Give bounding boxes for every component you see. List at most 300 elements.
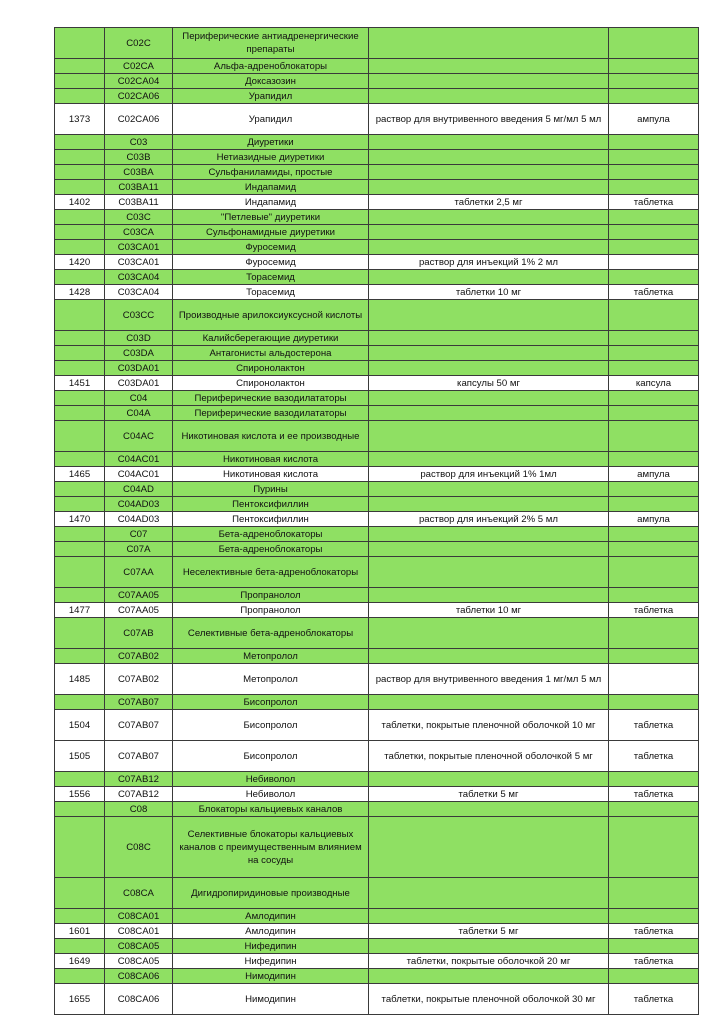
- dosage-form-cell: [369, 225, 609, 240]
- group-row: [55, 74, 699, 89]
- group-row: [55, 300, 699, 331]
- unit-cell: [609, 482, 699, 497]
- drug-name-cell: Метопролол: [173, 664, 369, 695]
- registry-number-cell: [55, 817, 105, 878]
- dosage-form-cell: [369, 270, 609, 285]
- dosage-form-cell: таблетки 2,5 мг: [369, 195, 609, 210]
- unit-cell: [609, 300, 699, 331]
- registry-number-cell: [55, 878, 105, 909]
- atc-code-cell: C03CC: [105, 300, 173, 331]
- atc-code-cell: C08CA05: [105, 939, 173, 954]
- dosage-form-cell: [369, 135, 609, 150]
- dosage-form-cell: [369, 557, 609, 588]
- atc-code-cell: C03CA01: [105, 255, 173, 270]
- dosage-form-cell: [369, 406, 609, 421]
- dosage-form-cell: [369, 240, 609, 255]
- group-row: [55, 89, 699, 104]
- drug-row: [55, 664, 699, 695]
- drug-name-cell: "Петлевые" диуретики: [173, 210, 369, 225]
- unit-cell: [609, 802, 699, 817]
- atc-code-cell: C08CA01: [105, 909, 173, 924]
- registry-number-cell: 1649: [55, 954, 105, 969]
- atc-code-cell: C07A: [105, 542, 173, 557]
- atc-code-cell: C03DA01: [105, 376, 173, 391]
- atc-code-cell: C08CA06: [105, 969, 173, 984]
- group-row: [55, 802, 699, 817]
- unit-cell: [609, 74, 699, 89]
- atc-code-cell: C07AB07: [105, 710, 173, 741]
- atc-code-cell: C08CA01: [105, 924, 173, 939]
- group-row: [55, 406, 699, 421]
- unit-cell: [609, 527, 699, 542]
- unit-cell: [609, 588, 699, 603]
- unit-cell: таблетка: [609, 741, 699, 772]
- drug-name-cell: Пропранолол: [173, 588, 369, 603]
- unit-cell: [609, 361, 699, 376]
- registry-number-cell: [55, 331, 105, 346]
- group-row: [55, 878, 699, 909]
- drug-name-cell: Нифедипин: [173, 939, 369, 954]
- unit-cell: [609, 909, 699, 924]
- drug-row: [55, 376, 699, 391]
- drug-name-cell: Фуросемид: [173, 240, 369, 255]
- unit-cell: [609, 406, 699, 421]
- drug-row: [55, 285, 699, 300]
- drug-name-cell: Производные арилоксиуксусной кислоты: [173, 300, 369, 331]
- dosage-form-cell: раствор для внутривенного введения 1 мг/мл 5 мл: [369, 664, 609, 695]
- atc-code-cell: C07AB: [105, 618, 173, 649]
- registry-number-cell: [55, 150, 105, 165]
- registry-number-cell: [55, 135, 105, 150]
- drug-name-cell: Урапидил: [173, 89, 369, 104]
- group-row: [55, 527, 699, 542]
- unit-cell: [609, 210, 699, 225]
- group-row: [55, 421, 699, 452]
- unit-cell: [609, 331, 699, 346]
- unit-cell: таблетка: [609, 954, 699, 969]
- atc-code-cell: C04AD03: [105, 512, 173, 527]
- drug-name-cell: Бисопролол: [173, 695, 369, 710]
- registry-number-cell: [55, 225, 105, 240]
- group-row: [55, 59, 699, 74]
- dosage-form-cell: [369, 618, 609, 649]
- drug-name-cell: Периферические вазодилататоры: [173, 406, 369, 421]
- registry-number-cell: [55, 452, 105, 467]
- unit-cell: [609, 542, 699, 557]
- dosage-form-cell: таблетки, покрытые пленочной оболочкой 10 мг: [369, 710, 609, 741]
- registry-number-cell: [55, 939, 105, 954]
- atc-code-cell: C07: [105, 527, 173, 542]
- group-row: [55, 165, 699, 180]
- atc-code-cell: C03DA: [105, 346, 173, 361]
- group-row: [55, 452, 699, 467]
- drug-name-cell: Бисопролол: [173, 710, 369, 741]
- registry-number-cell: 1373: [55, 104, 105, 135]
- registry-number-cell: 1420: [55, 255, 105, 270]
- atc-code-cell: C04AC: [105, 421, 173, 452]
- registry-number-cell: 1655: [55, 984, 105, 1015]
- atc-code-cell: C03DA01: [105, 361, 173, 376]
- group-row: [55, 618, 699, 649]
- dosage-form-cell: [369, 89, 609, 104]
- group-row: [55, 240, 699, 255]
- dosage-form-cell: [369, 802, 609, 817]
- drug-row: [55, 255, 699, 270]
- dosage-form-cell: раствор для внутривенного введения 5 мг/мл 5 мл: [369, 104, 609, 135]
- dosage-form-cell: [369, 772, 609, 787]
- group-row: [55, 150, 699, 165]
- atc-code-cell: C03CA01: [105, 240, 173, 255]
- registry-number-cell: [55, 210, 105, 225]
- registry-number-cell: [55, 695, 105, 710]
- dosage-form-cell: [369, 59, 609, 74]
- unit-cell: [609, 255, 699, 270]
- atc-code-cell: C07AA05: [105, 603, 173, 618]
- registry-number-cell: [55, 909, 105, 924]
- group-row: [55, 331, 699, 346]
- atc-code-cell: C07AA: [105, 557, 173, 588]
- drug-row: [55, 924, 699, 939]
- dosage-form-cell: [369, 497, 609, 512]
- drug-name-cell: Спиронолактон: [173, 376, 369, 391]
- atc-code-cell: C02CA04: [105, 74, 173, 89]
- unit-cell: [609, 59, 699, 74]
- dosage-form-cell: [369, 969, 609, 984]
- unit-cell: [609, 28, 699, 59]
- atc-code-cell: C03CA04: [105, 270, 173, 285]
- dosage-form-cell: [369, 817, 609, 878]
- atc-code-cell: C07AB07: [105, 695, 173, 710]
- atc-code-cell: C04AD03: [105, 497, 173, 512]
- unit-cell: таблетка: [609, 285, 699, 300]
- atc-code-cell: C03: [105, 135, 173, 150]
- group-row: [55, 909, 699, 924]
- atc-code-cell: C03B: [105, 150, 173, 165]
- drug-list-table: [54, 27, 699, 1015]
- unit-cell: таблетка: [609, 603, 699, 618]
- atc-code-cell: C04: [105, 391, 173, 406]
- atc-code-cell: C02CA06: [105, 89, 173, 104]
- unit-cell: [609, 150, 699, 165]
- registry-number-cell: 1485: [55, 664, 105, 695]
- registry-number-cell: [55, 527, 105, 542]
- registry-number-cell: [55, 165, 105, 180]
- dosage-form-cell: [369, 452, 609, 467]
- group-row: [55, 210, 699, 225]
- drug-name-cell: Блокаторы кальциевых каналов: [173, 802, 369, 817]
- group-row: [55, 649, 699, 664]
- dosage-form-cell: [369, 939, 609, 954]
- group-row: [55, 588, 699, 603]
- unit-cell: [609, 270, 699, 285]
- registry-number-cell: [55, 497, 105, 512]
- drug-name-cell: Диуретики: [173, 135, 369, 150]
- drug-name-cell: Селективные блокаторы кальциевых каналов с преимущественным влиянием на сосуды: [173, 817, 369, 878]
- atc-code-cell: C07AB07: [105, 741, 173, 772]
- drug-row: [55, 787, 699, 802]
- drug-row: [55, 741, 699, 772]
- unit-cell: таблетка: [609, 195, 699, 210]
- unit-cell: ампула: [609, 467, 699, 482]
- registry-number-cell: 1504: [55, 710, 105, 741]
- group-row: [55, 361, 699, 376]
- drug-name-cell: Пропранолол: [173, 603, 369, 618]
- drug-name-cell: Бета-адреноблокаторы: [173, 527, 369, 542]
- unit-cell: таблетка: [609, 787, 699, 802]
- drug-name-cell: Метопролол: [173, 649, 369, 664]
- registry-number-cell: [55, 361, 105, 376]
- dosage-form-cell: раствор для инъекций 2% 5 мл: [369, 512, 609, 527]
- registry-number-cell: [55, 588, 105, 603]
- drug-name-cell: Дигидропиридиновые производные: [173, 878, 369, 909]
- drug-name-cell: Торасемид: [173, 285, 369, 300]
- registry-number-cell: [55, 618, 105, 649]
- dosage-form-cell: [369, 421, 609, 452]
- atc-code-cell: C04AC01: [105, 467, 173, 482]
- registry-number-cell: [55, 270, 105, 285]
- drug-row: [55, 984, 699, 1015]
- atc-code-cell: C04AC01: [105, 452, 173, 467]
- unit-cell: ампула: [609, 104, 699, 135]
- registry-number-cell: 1465: [55, 467, 105, 482]
- drug-name-cell: Никотиновая кислота: [173, 467, 369, 482]
- drug-name-cell: Неселективные бета-адреноблокаторы: [173, 557, 369, 588]
- drug-name-cell: Торасемид: [173, 270, 369, 285]
- drug-name-cell: Небиволол: [173, 787, 369, 802]
- drug-name-cell: Амлодипин: [173, 924, 369, 939]
- dosage-form-cell: [369, 331, 609, 346]
- dosage-form-cell: [369, 391, 609, 406]
- atc-code-cell: C03BA11: [105, 195, 173, 210]
- group-row: [55, 969, 699, 984]
- atc-code-cell: C03BA: [105, 165, 173, 180]
- group-row: [55, 28, 699, 59]
- dosage-form-cell: раствор для инъекций 1% 2 мл: [369, 255, 609, 270]
- dosage-form-cell: таблетки 5 мг: [369, 787, 609, 802]
- dosage-form-cell: таблетки, покрытые оболочкой 20 мг: [369, 954, 609, 969]
- group-row: [55, 180, 699, 195]
- dosage-form-cell: [369, 165, 609, 180]
- group-row: [55, 542, 699, 557]
- atc-code-cell: C08C: [105, 817, 173, 878]
- unit-cell: [609, 772, 699, 787]
- group-row: [55, 135, 699, 150]
- group-row: [55, 497, 699, 512]
- registry-number-cell: 1451: [55, 376, 105, 391]
- registry-number-cell: [55, 74, 105, 89]
- drug-name-cell: Амлодипин: [173, 909, 369, 924]
- dosage-form-cell: [369, 878, 609, 909]
- group-row: [55, 772, 699, 787]
- registry-number-cell: [55, 346, 105, 361]
- drug-name-cell: Сульфаниламиды, простые: [173, 165, 369, 180]
- registry-number-cell: [55, 180, 105, 195]
- registry-number-cell: [55, 391, 105, 406]
- registry-number-cell: 1402: [55, 195, 105, 210]
- group-row: [55, 225, 699, 240]
- unit-cell: таблетка: [609, 710, 699, 741]
- registry-number-cell: [55, 772, 105, 787]
- drug-name-cell: Фуросемид: [173, 255, 369, 270]
- registry-number-cell: [55, 59, 105, 74]
- dosage-form-cell: [369, 74, 609, 89]
- dosage-form-cell: [369, 28, 609, 59]
- dosage-form-cell: [369, 695, 609, 710]
- registry-number-cell: [55, 969, 105, 984]
- atc-code-cell: C07AA05: [105, 588, 173, 603]
- atc-code-cell: C02CA: [105, 59, 173, 74]
- drug-row: [55, 954, 699, 969]
- unit-cell: [609, 939, 699, 954]
- group-row: [55, 817, 699, 878]
- group-row: [55, 346, 699, 361]
- atc-code-cell: C07AB12: [105, 772, 173, 787]
- unit-cell: ампула: [609, 512, 699, 527]
- drug-name-cell: Урапидил: [173, 104, 369, 135]
- drug-row: [55, 710, 699, 741]
- dosage-form-cell: таблетки 5 мг: [369, 924, 609, 939]
- atc-code-cell: C08CA05: [105, 954, 173, 969]
- drug-row: [55, 512, 699, 527]
- registry-number-cell: 1556: [55, 787, 105, 802]
- registry-number-cell: [55, 802, 105, 817]
- unit-cell: [609, 618, 699, 649]
- drug-name-cell: Нимодипин: [173, 984, 369, 1015]
- atc-code-cell: C02C: [105, 28, 173, 59]
- unit-cell: [609, 135, 699, 150]
- drug-name-cell: Пурины: [173, 482, 369, 497]
- drug-row: [55, 467, 699, 482]
- drug-name-cell: Индапамид: [173, 180, 369, 195]
- drug-name-cell: Калийсберегающие диуретики: [173, 331, 369, 346]
- drug-name-cell: Бисопролол: [173, 741, 369, 772]
- drug-name-cell: Нетиазидные диуретики: [173, 150, 369, 165]
- atc-code-cell: C07AB12: [105, 787, 173, 802]
- dosage-form-cell: раствор для инъекций 1% 1мл: [369, 467, 609, 482]
- atc-code-cell: C03CA04: [105, 285, 173, 300]
- unit-cell: [609, 165, 699, 180]
- unit-cell: [609, 649, 699, 664]
- drug-name-cell: Никотиновая кислота: [173, 452, 369, 467]
- unit-cell: [609, 240, 699, 255]
- drug-name-cell: Доксазозин: [173, 74, 369, 89]
- drug-row: [55, 195, 699, 210]
- registry-number-cell: 1470: [55, 512, 105, 527]
- registry-number-cell: 1601: [55, 924, 105, 939]
- unit-cell: [609, 225, 699, 240]
- dosage-form-cell: [369, 210, 609, 225]
- atc-code-cell: C03BA11: [105, 180, 173, 195]
- drug-name-cell: Пентоксифиллин: [173, 497, 369, 512]
- dosage-form-cell: [369, 649, 609, 664]
- registry-number-cell: [55, 557, 105, 588]
- atc-code-cell: C04A: [105, 406, 173, 421]
- registry-number-cell: 1505: [55, 741, 105, 772]
- registry-number-cell: [55, 542, 105, 557]
- atc-code-cell: C07AB02: [105, 664, 173, 695]
- dosage-form-cell: таблетки 10 мг: [369, 285, 609, 300]
- drug-name-cell: Никотиновая кислота и ее производные: [173, 421, 369, 452]
- unit-cell: [609, 969, 699, 984]
- drug-name-cell: Индапамид: [173, 195, 369, 210]
- dosage-form-cell: таблетки 10 мг: [369, 603, 609, 618]
- drug-row: [55, 104, 699, 135]
- dosage-form-cell: [369, 180, 609, 195]
- registry-number-cell: 1477: [55, 603, 105, 618]
- unit-cell: капсула: [609, 376, 699, 391]
- unit-cell: [609, 391, 699, 406]
- unit-cell: [609, 452, 699, 467]
- dosage-form-cell: [369, 361, 609, 376]
- dosage-form-cell: [369, 542, 609, 557]
- dosage-form-cell: [369, 909, 609, 924]
- registry-number-cell: [55, 482, 105, 497]
- dosage-form-cell: [369, 150, 609, 165]
- dosage-form-cell: таблетки, покрытые пленочной оболочкой 5 мг: [369, 741, 609, 772]
- atc-code-cell: C08CA: [105, 878, 173, 909]
- drug-name-cell: Периферические антиадренергические препараты: [173, 28, 369, 59]
- drug-name-cell: Пентоксифиллин: [173, 512, 369, 527]
- dosage-form-cell: [369, 527, 609, 542]
- group-row: [55, 270, 699, 285]
- drug-name-cell: Нимодипин: [173, 969, 369, 984]
- unit-cell: [609, 695, 699, 710]
- registry-number-cell: [55, 240, 105, 255]
- registry-number-cell: [55, 28, 105, 59]
- unit-cell: [609, 497, 699, 512]
- unit-cell: таблетка: [609, 984, 699, 1015]
- dosage-form-cell: [369, 346, 609, 361]
- drug-name-cell: Антагонисты альдостерона: [173, 346, 369, 361]
- drug-name-cell: Спиронолактон: [173, 361, 369, 376]
- unit-cell: таблетка: [609, 924, 699, 939]
- drug-name-cell: Периферические вазодилататоры: [173, 391, 369, 406]
- drug-name-cell: Альфа-адреноблокаторы: [173, 59, 369, 74]
- dosage-form-cell: таблетки, покрытые пленочной оболочкой 30 мг: [369, 984, 609, 1015]
- registry-number-cell: [55, 406, 105, 421]
- registry-number-cell: [55, 421, 105, 452]
- group-row: [55, 482, 699, 497]
- unit-cell: [609, 817, 699, 878]
- unit-cell: [609, 421, 699, 452]
- unit-cell: [609, 878, 699, 909]
- atc-code-cell: C08CA06: [105, 984, 173, 1015]
- registry-number-cell: [55, 300, 105, 331]
- group-row: [55, 391, 699, 406]
- atc-code-cell: C03D: [105, 331, 173, 346]
- group-row: [55, 695, 699, 710]
- atc-code-cell: C03CA: [105, 225, 173, 240]
- registry-number-cell: 1428: [55, 285, 105, 300]
- drug-name-cell: Нифедипин: [173, 954, 369, 969]
- dosage-form-cell: [369, 482, 609, 497]
- group-row: [55, 557, 699, 588]
- drug-name-cell: Бета-адреноблокаторы: [173, 542, 369, 557]
- dosage-form-cell: [369, 300, 609, 331]
- unit-cell: [609, 346, 699, 361]
- atc-code-cell: C04AD: [105, 482, 173, 497]
- atc-code-cell: C02CA06: [105, 104, 173, 135]
- unit-cell: [609, 664, 699, 695]
- unit-cell: [609, 180, 699, 195]
- atc-code-cell: C03C: [105, 210, 173, 225]
- unit-cell: [609, 89, 699, 104]
- atc-code-cell: C07AB02: [105, 649, 173, 664]
- drug-name-cell: Селективные бета-адреноблокаторы: [173, 618, 369, 649]
- atc-code-cell: C08: [105, 802, 173, 817]
- registry-number-cell: [55, 649, 105, 664]
- drug-name-cell: Небиволол: [173, 772, 369, 787]
